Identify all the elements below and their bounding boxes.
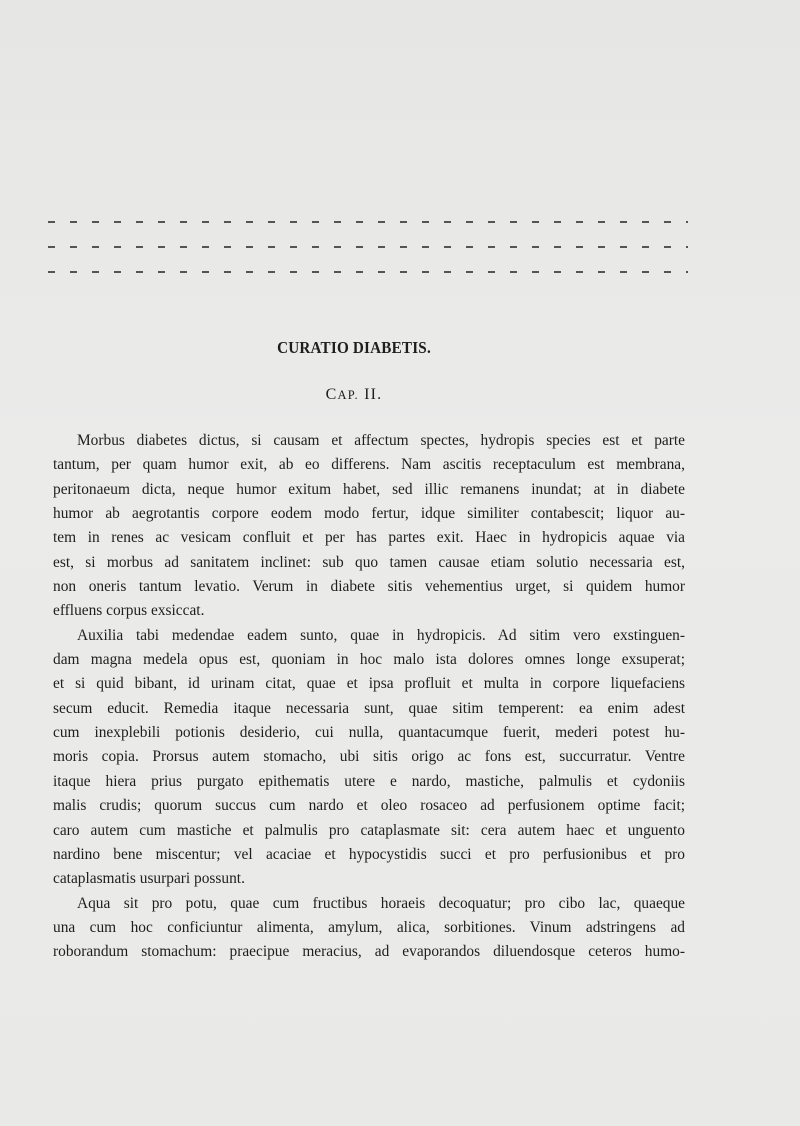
text-line: una cum hoc conficiuntur alimenta, amylum, alica, sorbitiones. Vinum adstringens ad — [53, 918, 685, 936]
text-line: tem in renes ac vesicam confluit et per has partes exit. Haec in hydropicis aquae via — [53, 529, 685, 547]
text-line: est, si morbus ad sanitatem inclinet: sub quo tamen causae etiam solutio necessaria est, — [53, 553, 685, 571]
chapter-number — [0, 386, 708, 404]
text-line: Aqua sit pro potu, quae cum fructibus horaeis decoquatur; pro cibo lac, quaeque — [77, 894, 685, 912]
chapter-prefix-smallcaps: AP. — [337, 388, 359, 402]
text-line: peritonaeum dicta, neque humor exitum habet, sed illic remanens inundat; at in diabete — [53, 480, 685, 498]
text-line: roborandum stomachum: praecipue meracius, ad evaporandos diluendosque ceteros humo- — [53, 943, 685, 961]
dashed-separator-2 — [48, 246, 688, 248]
text-line: dam magna medela opus est, quoniam in hoc malo ista dolores omnes longe exsuperat; — [53, 651, 685, 669]
text-line: tantum, per quam humor exit, ab eo differens. Nam ascitis receptaculum est membrana, — [53, 456, 685, 474]
text-line: effluens corpus exsiccat. — [53, 602, 205, 620]
text-line: non oneris tantum levatio. Verum in diabete sitis vehementius urget, si quidem humor — [53, 578, 685, 596]
text-line: humor ab aegrotantis corpore eodem modo fertur, idque similiter contabescit; liquor au- — [53, 505, 685, 523]
text-line: Morbus diabetes dictus, si causam et affectum spectes, hydropis species est et parte — [77, 432, 685, 449]
text-line: et si quid bibant, id urinam citat, quae et ipsa profluit et multa in corpore liquefaciens — [53, 675, 685, 693]
chapter-prefix: C — [325, 386, 338, 403]
chapter-numeral: II. — [364, 386, 383, 403]
text-line: Auxilia tabi medendae eadem sunto, quae in hydropicis. Ad sitim vero exstinguen- — [77, 626, 685, 644]
text-line: cataplasmatis usurpari possunt. — [53, 870, 245, 888]
dashed-separator-3 — [48, 271, 688, 273]
text-line: caro autem cum mastiche et palmulis pro cataplasmate sit: cera autem haec et unguento — [53, 821, 685, 839]
text-line: malis crudis; quorum succus cum nardo et oleo rosaceo ad perfusionem optime facit; — [53, 797, 685, 815]
text-line: secum educit. Remedia itaque necessaria sunt, quae sitim temperent: ea enim adest — [53, 699, 685, 717]
dashed-separator-1 — [48, 221, 688, 223]
text-line: cum inexplebili potionis desiderio, cui nulla, quantacumque fuerit, mederi potest hu- — [53, 724, 685, 742]
text-line: itaque hiera prius purgato epithematis utere e nardo, mastiche, palmulis et cydoniis — [53, 772, 685, 790]
text-line: nardino bene miscentur; vel acaciae et hypocystidis succi et pro perfusionibus et pro — [53, 845, 685, 863]
chapter-title: CURATIO DIABETIS. — [277, 338, 431, 357]
text-line: moris copia. Prorsus autem stomacho, ubi sitis origo ac fons est, succurratur. Ventre — [53, 748, 685, 766]
body-text — [53, 429, 685, 965]
